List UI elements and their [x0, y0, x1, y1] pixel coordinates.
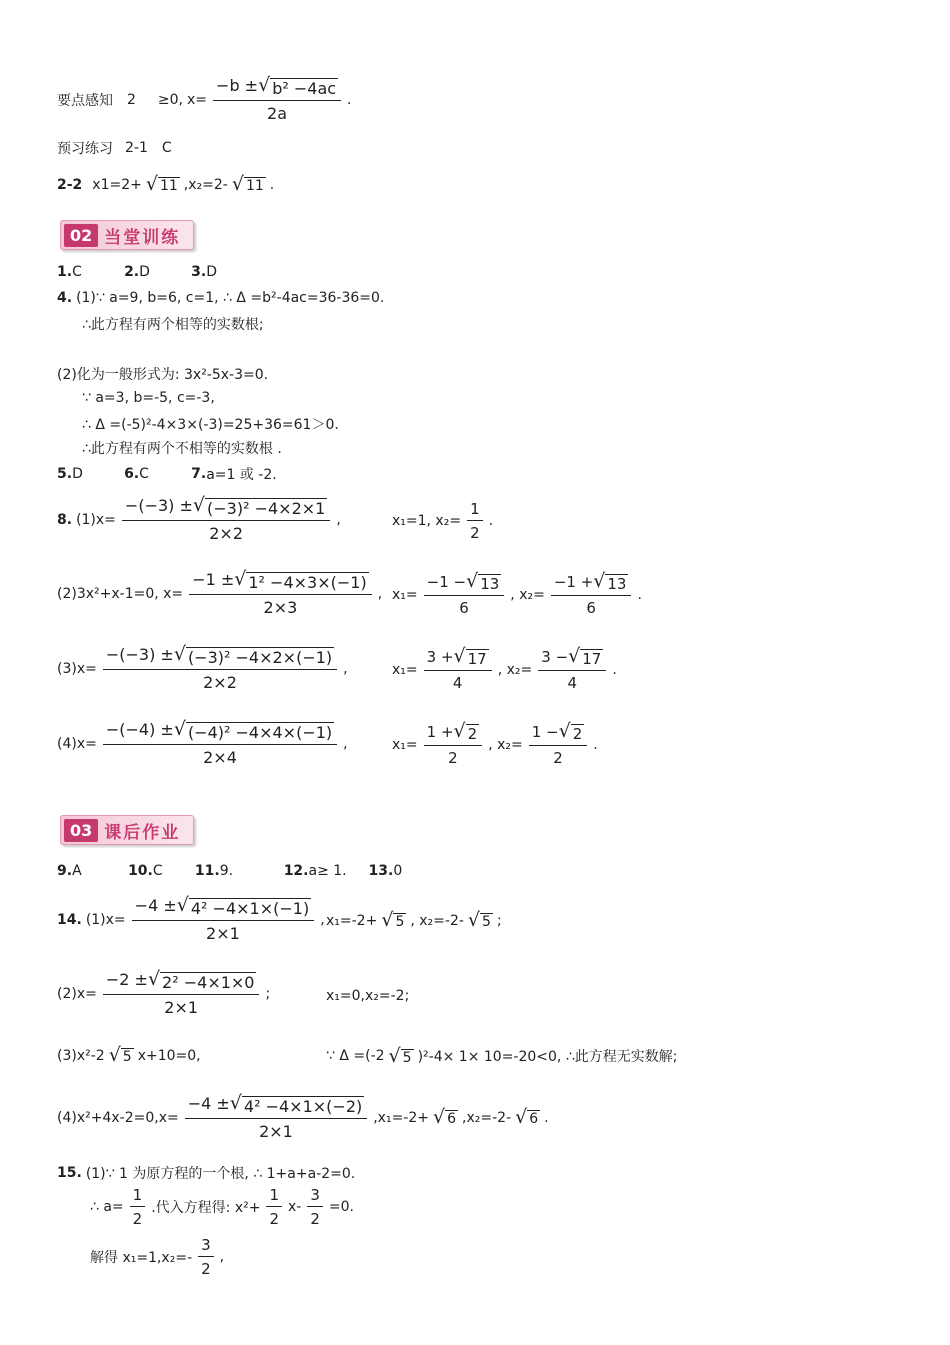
- yaodian-line: [57, 76, 352, 123]
- q14-part4: (4)x²+4x-2=0,x= −4 ± √ 4² −4×1×(−2) 2×1 ,x₁=-2+ √ 6 ,x₂=-2- √ 6 .: [57, 1092, 549, 1141]
- q14-part3-discriminant: ∵ Δ =(-2 √ 5 )²-4× 1× 10=-20<0, ∴此方程无实数解;: [326, 1044, 678, 1067]
- q22-line: [57, 175, 274, 194]
- badge-03-text: 课后作业: [104, 822, 181, 843]
- yuxi-ans: C: [161, 140, 172, 156]
- q15-line2: ∴ a= $\frac{1}{2}$ .代入方程得: x²+ $\frac{1}{2}$ x- $\frac{3}{2}$ =0.: [90, 1186, 354, 1228]
- q14-part2: (2)x= −2 ± √ 2² −4×1×0 2×1 ;: [57, 968, 271, 1017]
- q4-line3: (2)化为一般形式为: 3x²-5x-3=0.: [57, 367, 269, 383]
- answers-9-13: 9. A 10. C 11. 9. 12. a≥ 1. 13. 0: [57, 863, 403, 879]
- q15-line3: 解得 x₁=1,x₂=- $\frac{3}{2}$ ,: [90, 1236, 225, 1278]
- q8-part4: (4)x= −(−4) ± √ (−4)² −4×4×(−1) 2×4 ,: [57, 718, 348, 767]
- section-badge-02: [60, 220, 194, 250]
- q8-part1-result: x₁=1, x₂= $\frac{1}{2}$ .: [392, 500, 494, 542]
- q14-part1-result: x₁=-2+ √ 5 , x₂=-2- √ 5 ;: [326, 909, 502, 931]
- q4-line1: 4. (1)∵ a=9, b=6, c=1, ∴ Δ =b²-4ac=36-36=0.: [57, 290, 385, 306]
- q8-part2: (2)3x²+x-1=0, x= −1 ± √ 1² −4×3×(−1) 2×3 ,: [57, 568, 383, 617]
- q4-line6: ∴此方程有两个不相等的实数根 .: [82, 441, 282, 457]
- answers-1-3: 1. C 2. D 3. D: [57, 264, 217, 280]
- q4-line4: ∵ a=3, b=-5, c=-3,: [82, 390, 215, 406]
- q8-part3: (3)x= −(−3) ± √ (−3)² −4×2×(−1) 2×2 ,: [57, 643, 348, 692]
- yaodian-label: 要点感知: [57, 92, 113, 109]
- yuxi-num: 2-1: [125, 140, 148, 156]
- yaodian-xeq: x=: [187, 91, 208, 108]
- q8-part4-result: x₁= 1 + √ 2 2 , x₂= 1 − √ 2 2 .: [392, 720, 598, 767]
- q14-part3: (3)x²-2 √ 5 x+10=0,: [57, 1044, 201, 1066]
- yuxi-line: [57, 138, 172, 158]
- q22-x1: x1=2+: [92, 176, 142, 193]
- yaodian-val: 2: [127, 91, 136, 108]
- q14-part2-result: x₁=0,x₂=-2;: [326, 988, 410, 1004]
- q22-x2: ,x₂=2-: [183, 176, 228, 193]
- yaodian-cond: ≥0,: [157, 91, 184, 108]
- q8-part1: 8. (1)x= −(−3) ± √ (−3)² −4×2×1 2×2 ,: [57, 494, 341, 543]
- q22-sqrt2: √ 11: [231, 173, 264, 195]
- quadratic-formula: −b ± √ b² −4ac 2a: [213, 76, 341, 123]
- q22-end: .: [269, 176, 275, 193]
- q8-part2-result: x₁= −1 − √ 13 6 , x₂= −1 + √ 13 6 .: [392, 570, 642, 617]
- q22-sqrt1: √ 11: [145, 173, 178, 195]
- yuxi-label: 预习练习: [57, 141, 113, 157]
- q4-line5: ∴ Δ =(-5)²-4×3×(-3)=25+36=61＞0.: [82, 417, 339, 433]
- yaodian-end: .: [347, 91, 352, 108]
- badge-03-num: 03: [64, 819, 98, 842]
- q4-line2: ∴此方程有两个相等的实数根;: [82, 317, 264, 333]
- q14-part1: 14. (1)x= −4 ± √ 4² −4×1×(−1) 2×1 ,: [57, 894, 325, 943]
- badge-02-num: 02: [64, 224, 98, 247]
- q15-line1: 15. (1)∵ 1 为原方程的一个根, ∴ 1+a+a-2=0.: [57, 1165, 356, 1182]
- q22-num: 2-2: [57, 176, 83, 193]
- badge-02-text: 当堂训练: [104, 227, 181, 248]
- q8-part3-result: x₁= 3 + √ 17 4 , x₂= 3 − √ 17 4 .: [392, 645, 617, 692]
- section-badge-03: [60, 815, 194, 845]
- answers-5-7: 5. D 6. C 7. a=1 或 -2.: [57, 466, 277, 483]
